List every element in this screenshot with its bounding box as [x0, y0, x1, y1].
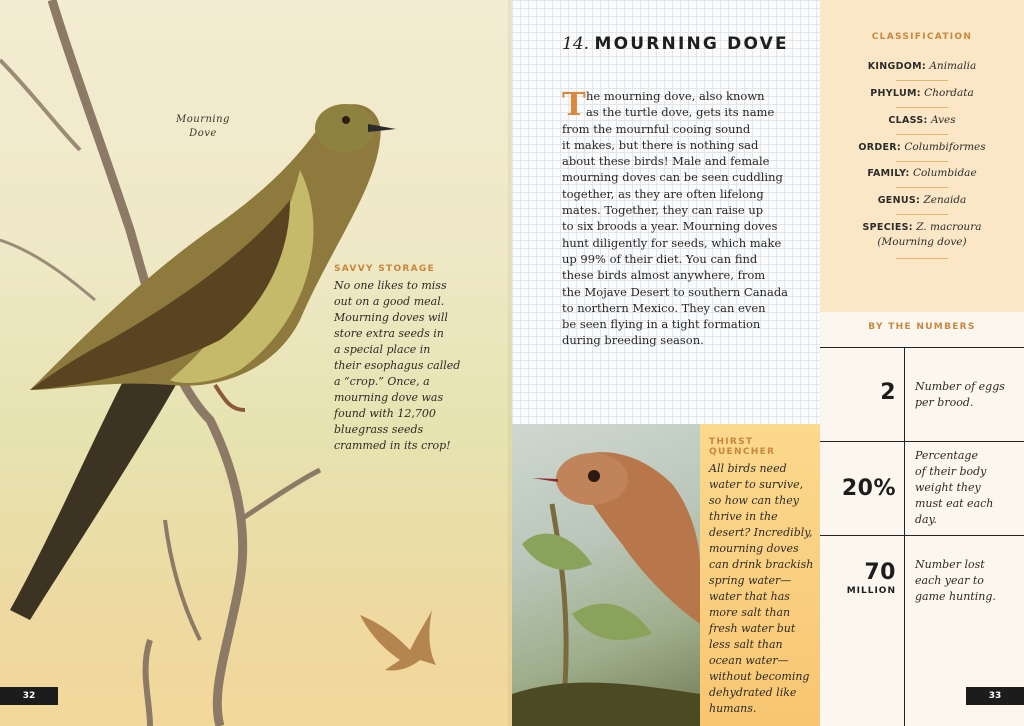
by-the-numbers-title: BY THE NUMBERS [868, 322, 976, 332]
tree-branch-twig [240, 470, 320, 520]
photo-dove-eye [588, 470, 600, 482]
class-label: CLASS: [888, 115, 928, 126]
species-line [820, 220, 1024, 250]
numbers-rule [820, 347, 1024, 348]
article-body [562, 85, 810, 349]
family-label: FAMILY: [867, 168, 910, 179]
order-label: ORDER: [858, 142, 902, 153]
order-line [820, 140, 1024, 155]
divider [896, 134, 948, 135]
dove-eye [342, 116, 350, 124]
photo-foliage [522, 534, 592, 570]
photo-ground [512, 682, 700, 726]
family-value: Columbidae [912, 167, 977, 179]
phylum-line [820, 86, 1024, 101]
divider [896, 187, 948, 188]
tree-branch-twig [0, 240, 95, 300]
stat-value: 2 [880, 380, 896, 405]
page-number-right: 33 [966, 687, 1024, 705]
stat-unit: MILLION [846, 586, 896, 596]
divider [896, 161, 948, 162]
thirst-quencher-sidebar [709, 437, 817, 717]
numbers-vertical-rule [904, 347, 905, 441]
class-line [820, 113, 1024, 128]
numbers-vertical-rule [904, 441, 905, 535]
species-common-name: (Mourning dove) [877, 236, 967, 248]
order-value: Columbiformes [904, 141, 986, 153]
sidebar-heading: SAVVY STORAGE [334, 264, 436, 274]
numbers-rule [820, 535, 1024, 536]
sidebar-body: No one likes to miss out on a good meal. Mourning doves will store extra seeds in a special place in their esophagus called a “crop.” Once, a mourning dove was found with 12,700 bluegrass seeds crammed in its crop! [334, 279, 461, 452]
dove-photo [512, 424, 700, 726]
class-value: Aves [930, 114, 956, 126]
divider [896, 107, 948, 108]
genus-value: Zenaida [923, 194, 967, 206]
savvy-storage-sidebar [334, 264, 494, 454]
genus-label: GENUS: [877, 195, 921, 206]
species-label: SPECIES: [862, 222, 913, 233]
thirst-heading: THIRST QUENCHER [709, 437, 776, 457]
family-line [820, 166, 1024, 181]
kingdom-value: Animalia [929, 60, 977, 72]
article-title [562, 34, 802, 55]
stat-description: Number of eggs per brood. [915, 380, 1005, 409]
tree-branch-twig [0, 60, 80, 150]
stat-value: 70 [864, 560, 896, 585]
classification-title: CLASSIFICATION [871, 32, 973, 42]
classification-panel [820, 0, 1024, 312]
divider [896, 80, 948, 81]
kingdom-label: KINGDOM: [867, 61, 926, 72]
stat-description: Number lost each year to game hunting. [915, 558, 996, 603]
stat-value: 20% [841, 476, 896, 501]
phylum-value: Chordata [924, 87, 974, 99]
article-name: MOURNING DOVE [594, 34, 789, 54]
page-number-left: 32 [0, 687, 58, 705]
species-value: Z. macroura [916, 221, 982, 233]
divider [896, 258, 948, 259]
dove-feet [215, 385, 245, 410]
photo-dove-beak [532, 478, 558, 482]
tree-branch-twig [146, 640, 150, 726]
kingdom-line [820, 59, 1024, 74]
divider [896, 214, 948, 215]
article-number: 14. [562, 34, 590, 54]
drop-cap: T [562, 85, 586, 123]
thirst-body: All birds need water to survive, so how can they thrive in the desert? Incredibly, mourning doves can drink brackish spring water— water that has more salt than fresh water but less salt than ocean water— without becoming dehydrated like humans. [709, 462, 814, 715]
numbers-vertical-rule [904, 535, 905, 726]
numbers-rule [820, 441, 1024, 442]
genus-line [820, 193, 1024, 208]
stat-description: Percentage of their body weight they must eat each day. [915, 449, 994, 526]
illustration-caption: Mourning Dove [176, 114, 230, 139]
photo-foliage [572, 604, 652, 640]
article-body-text: he mourning dove, also known as the turtle dove, gets its name from the mournful cooing sound it makes, but there is nothing sad about these birds! Male and female mourning doves can be seen cuddling together, as they are often lifelong mates. Together, they can raise up to six broods a year. Mourning doves hunt diligently for seeds, which make up 99% of their diet. You can find these birds almost anywhere, from the Mojave Desert to southern Canada to northern Mexico. They can even be seen flying in a tight formation during breeding season. [562, 89, 789, 348]
dove-photo-illustration [512, 424, 700, 726]
dove-beak [368, 124, 396, 132]
phylum-label: PHYLUM: [870, 88, 921, 99]
flying-dove-silhouette [360, 610, 436, 671]
tree-branch-twig [165, 520, 200, 640]
dove-head [315, 104, 375, 152]
